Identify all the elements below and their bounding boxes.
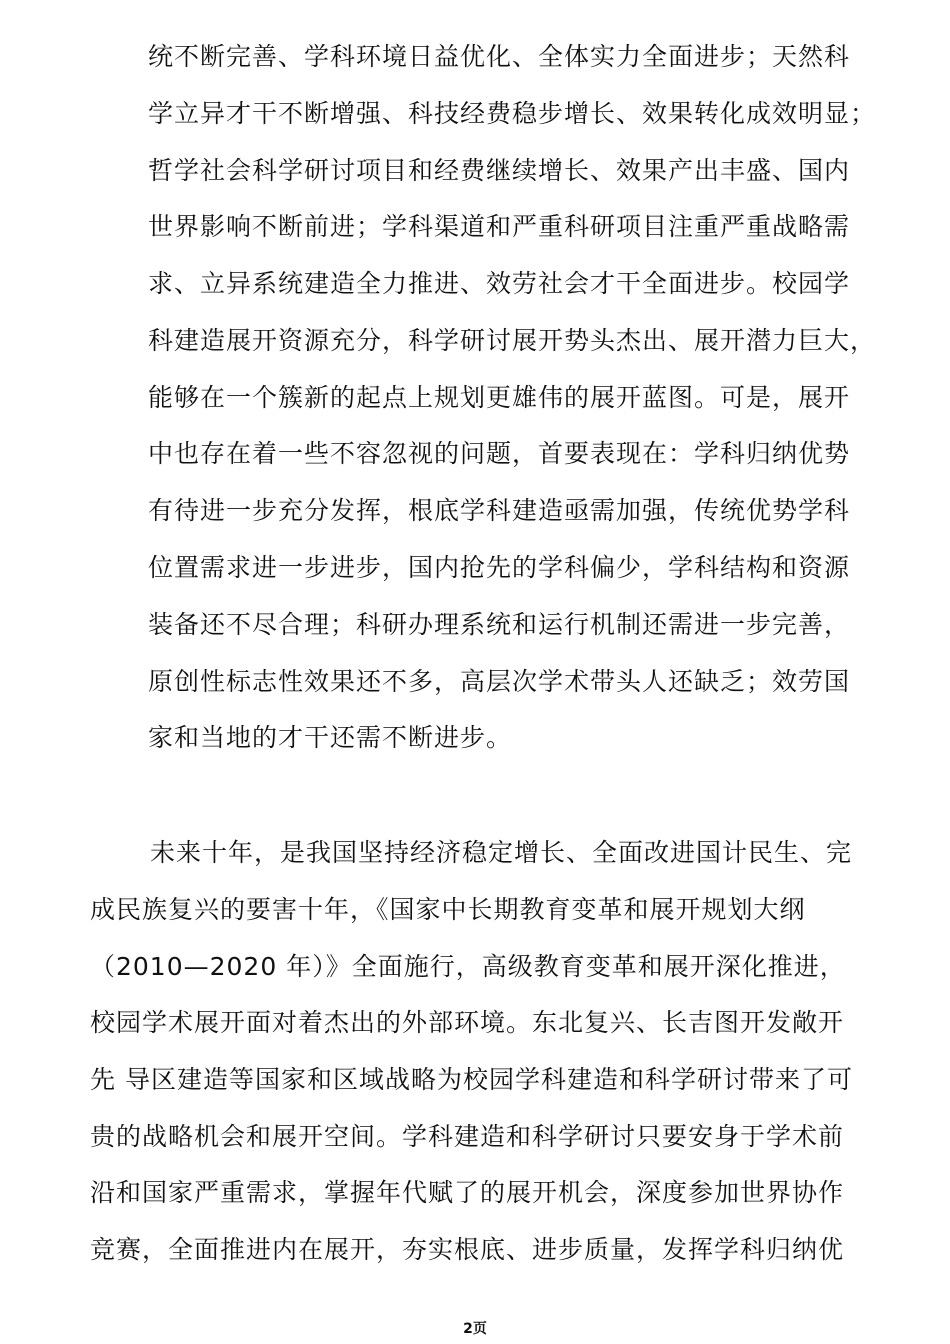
page-number: 2页: [463, 1321, 487, 1337]
paragraph-line: 求、立异系统建造全力推进、效劳社会才干全面进步。校园学: [148, 269, 851, 298]
paragraph-line: 贵的战略机会和展开空间。学科建造和科学研讨只要安身于学术前: [90, 1122, 845, 1151]
paragraph-line: 家和当地的才干还需不断进步。: [148, 723, 513, 752]
paragraph-line: 学立异才干不断增强、科技经费稳步增长、效果转化成效明显；: [148, 99, 877, 128]
paragraph-line: 中也存在着一些不容忽视的问题，首要表现在：学科归纳优势: [148, 439, 851, 468]
paragraph-line: 位置需求进一步进步，国内抢先的学科偏少，学科结构和资源: [148, 553, 851, 582]
paragraph-line: 科建造展开资源充分，科学研讨展开势头杰出、展开潜力巨大，: [148, 326, 877, 355]
paragraph-line: 沿和国家严重需求，掌握年代赋了的展开机会，深度参加世界协作: [90, 1178, 845, 1207]
paragraph-line: 装备还不尽合理；科研办理系统和运行机制还需进一步完善，: [148, 610, 851, 639]
paragraph-line: 有待进一步充分发挥，根底学科建造亟需加强，传统优势学科: [148, 496, 851, 525]
paragraph-line: 先 导区建造等国家和区域战略为校园学科建造和科学研讨带来了可: [90, 1065, 853, 1094]
paragraph-line: 世界影响不断前进；学科渠道和严重科研项目注重严重战略需: [148, 212, 851, 241]
paragraph-line: 未来十年，是我国坚持经济稳定增长、全面改进国计民生、完: [150, 838, 853, 867]
paragraph-line: 原创性标志性效果还不多，高层次学术带头人还缺乏；效劳国: [148, 667, 851, 696]
paragraph-line: 成民族复兴的要害十年，《国家中长期教育变革和展开规划大纲: [90, 895, 806, 924]
paragraph-line: 哲学社会科学研讨项目和经费继续增长、效果产出丰盛、国内: [148, 156, 851, 185]
paragraph-line: 能够在一个簇新的起点上规划更雄伟的展开蓝图。可是，展开: [148, 383, 851, 412]
paragraph-line: 校园学术展开面对着杰出的外部环境。东北复兴、长吉图开发敞开: [90, 1008, 845, 1037]
paragraph-line: 统不断完善、学科环境日益优化、全体实力全面进步；天然科: [148, 42, 851, 71]
paragraph-line: 竞赛，全面推进内在展开，夯实根底、进步质量，发挥学科归纳优: [90, 1235, 845, 1264]
paragraph-line: （2010—2020 年）》全面施行，高级教育变革和展开深化推进，: [90, 952, 846, 981]
